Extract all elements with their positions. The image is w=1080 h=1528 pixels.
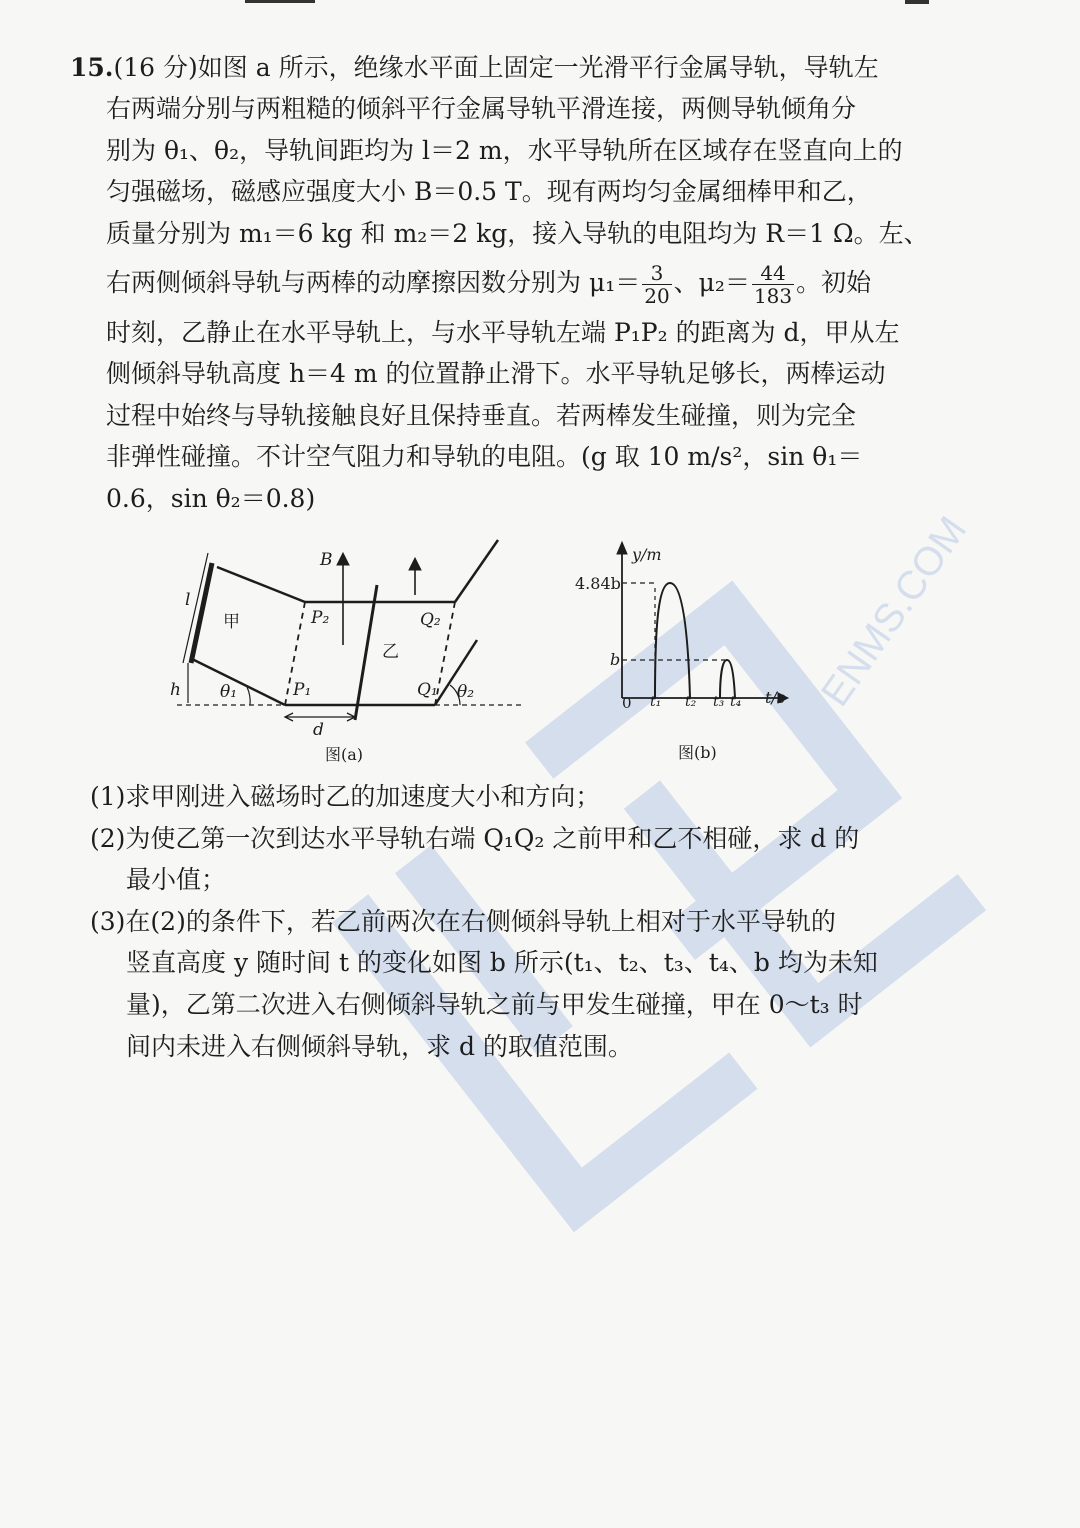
label-B: B	[320, 550, 333, 570]
scan-mark-left	[245, 0, 315, 3]
question-2-cont: 最小值；	[126, 865, 227, 895]
scan-mark-right	[905, 0, 929, 4]
questions	[90, 776, 890, 1067]
watermark-url: WENMS.COM	[791, 508, 976, 746]
problem-line-2: 右两端分别与两粗糙的倾斜平行金属导轨平滑连接，两侧导轨倾角分	[106, 94, 857, 124]
label-yi: 乙	[382, 642, 399, 662]
question-3-line-4: 间内未进入右侧倾斜导轨，求 d 的取值范围。	[126, 1031, 633, 1061]
problem-line-3: 别为 θ₁、θ₂，导轨间距均为 l＝2 m，水平导轨所在区域存在竖直向上的	[106, 135, 903, 165]
question-1: (1)求甲刚进入磁场时乙的加速度大小和方向；	[90, 782, 601, 811]
figure-b	[570, 538, 800, 768]
friction-sep: 、μ₂＝	[673, 268, 750, 298]
fig-b-xtick-t1: t₁	[650, 694, 662, 710]
label-l: l	[185, 590, 191, 610]
question-3-line-2: 竖直高度 y 随时间 t 的变化如图 b 所示(t₁、t₂、t₃、t₄、b 均为未知	[126, 948, 878, 978]
figure-b-caption: 图(b)	[678, 743, 717, 762]
label-h: h	[170, 680, 181, 700]
fig-b-ytick-b: b	[610, 650, 621, 669]
problem-number: 15.	[70, 53, 114, 82]
label-P2: P₂	[311, 608, 330, 628]
friction-prefix: 右两侧倾斜导轨与两棒的动摩擦因数分别为 μ₁＝	[106, 268, 641, 298]
problem-line-7: 时刻，乙静止在水平导轨上，与水平导轨左端 P₁P₂ 的距离为 d，甲从左	[106, 318, 900, 348]
label-d: d	[313, 720, 324, 740]
mu1-denominator: 20	[644, 284, 670, 309]
fig-b-xtick-t3: t₃	[713, 694, 725, 710]
fig-b-ylabel: y/m	[632, 545, 662, 564]
label-Q1: Q₁	[417, 680, 438, 700]
mu1-numerator: 3	[642, 262, 671, 285]
fig-b-xtick-t2: t₂	[685, 694, 697, 710]
label-jia: 甲	[223, 612, 240, 632]
question-3: (3)在(2)的条件下，若乙前两次在右侧倾斜导轨上相对于水平导轨的	[90, 906, 836, 936]
mu2-fraction	[752, 262, 794, 307]
figure-a	[165, 535, 535, 770]
friction-line	[70, 254, 870, 312]
label-P1: P₁	[293, 680, 312, 700]
mu2-denominator: 183	[753, 284, 793, 309]
question-3-line-3: 量)，乙第二次进入右侧倾斜导轨之前与甲发生碰撞，甲在 0～t₃ 时	[126, 989, 863, 1019]
problem-line-10: 非弹性碰撞。不计空气阻力和导轨的电阻。(g 取 10 m/s²，sin θ₁＝	[106, 442, 863, 472]
fig-b-xtick-t4: t₄	[730, 694, 742, 710]
fig-b-xlabel: t/s	[765, 688, 786, 707]
problem-line-8: 侧倾斜导轨高度 h＝4 m 的位置静止滑下。水平导轨足够长，两棒运动	[106, 359, 886, 389]
problem-line-1: (16 分)如图 a 所示，绝缘水平面上固定一光滑平行金属导轨，导轨左	[113, 53, 879, 82]
problem-line-11: 0.6，sin θ₂＝0.8)	[106, 483, 316, 513]
problem-line-4: 匀强磁场，磁感应强度大小 B＝0.5 T。现有两均匀金属细棒甲和乙，	[106, 177, 872, 207]
mu2-numerator: 44	[752, 262, 794, 285]
fig-b-origin: 0	[622, 694, 632, 712]
figure-a-caption: 图(a)	[325, 745, 364, 764]
problem-line-9: 过程中始终与导轨接触良好且保持垂直。若两棒发生碰撞，则为完全	[106, 400, 857, 430]
mu1-fraction	[642, 262, 671, 307]
problem-statement	[70, 47, 929, 519]
label-theta2: θ₂	[457, 682, 475, 702]
friction-suffix: 。初始	[796, 268, 872, 298]
label-theta1: θ₁	[220, 682, 238, 702]
label-Q2: Q₂	[420, 610, 441, 630]
question-2: (2)为使乙第一次到达水平导轨右端 Q₁Q₂ 之前甲和乙不相碰，求 d 的	[90, 823, 860, 853]
fig-b-ytick-4.84b: 4.84b	[575, 574, 621, 593]
problem-line-5: 质量分别为 m₁＝6 kg 和 m₂＝2 kg，接入导轨的电阻均为 R＝1 Ω。左、	[106, 218, 929, 248]
